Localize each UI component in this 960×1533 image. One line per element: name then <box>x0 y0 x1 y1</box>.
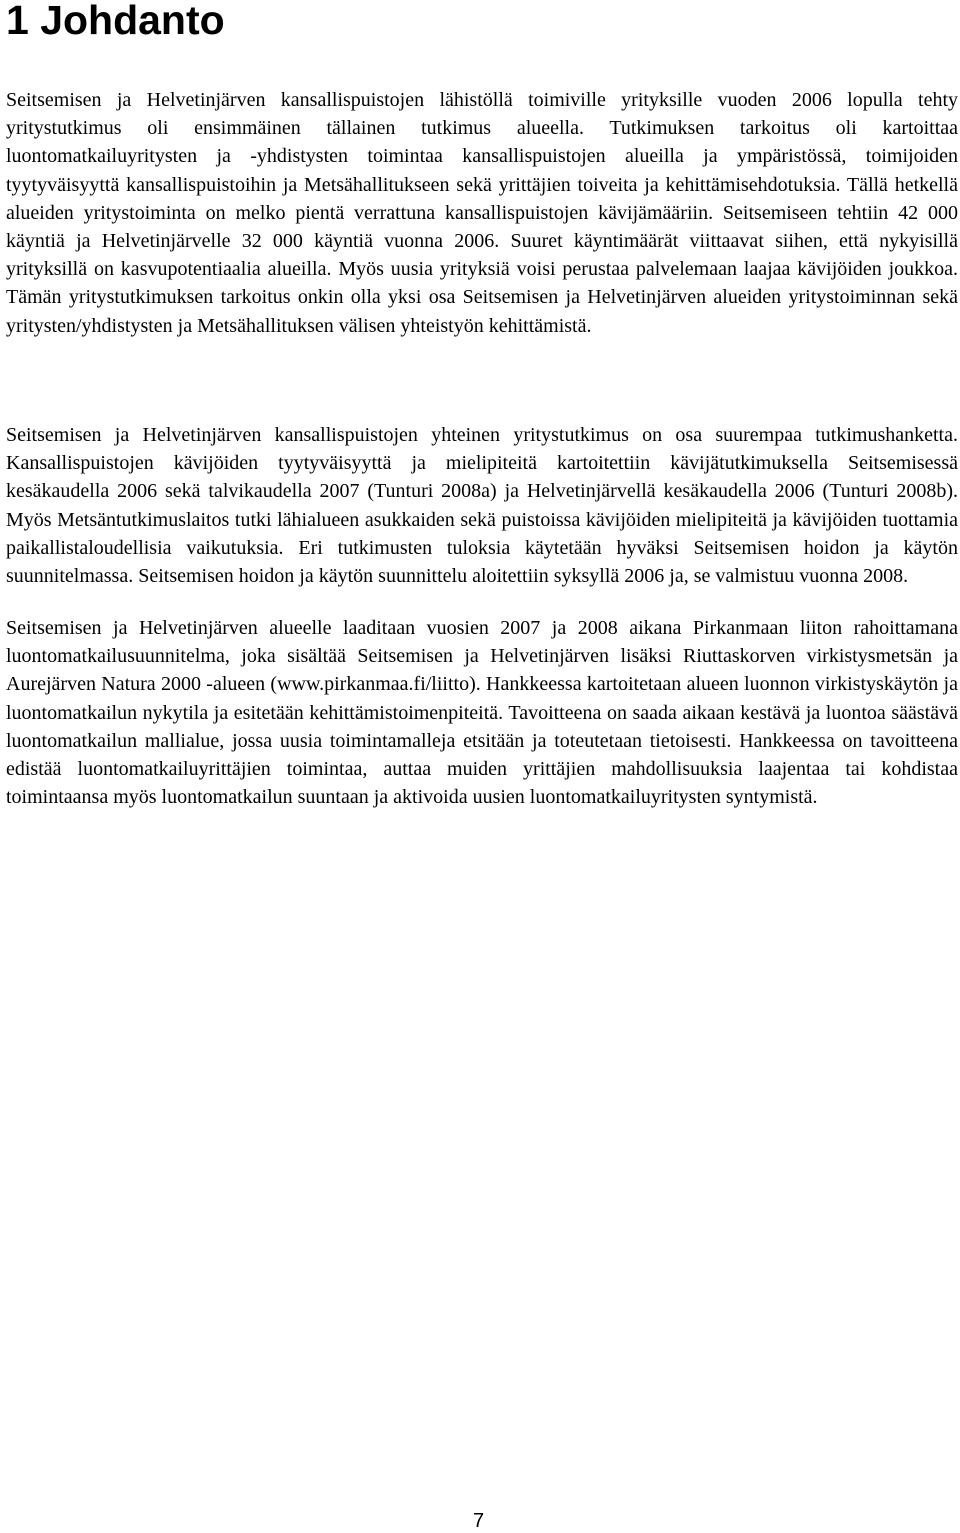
paragraph-3: Seitsemisen ja Helvetinjärven alueelle laaditaan vuosien 2007 ja 2008 aikana Pirkanmaan liiton rahoittamana luontomatkailusuunnitelma, joka sisältää Seitsemisen ja Helvetinjärven lisäksi Riuttaskorven virkistysmetsän ja Aurejärven Natura 2000 -alueen (www.pirkanmaa.fi/liitto). Hankkeessa kartoitetaan alueen luonnon virkistyskäytön ja luontomatkailun nykytila ja esitetään kehittämistoimenpiteitä. Tavoitteena on saada aikaan kestävä ja luontoa säästävä luontomatkailun mallialue, jossa uusia toimintamalleja etsitään ja toteutetaan tietoisesti. Hankkeessa on tavoitteena edistää luontomatkailuyrittäjien toimintaa, auttaa muiden yrittäjien mahdollisuuksia laajentaa tai kohdistaa toimintaansa myös luontomatkailun suuntaan ja aktivoida uusien luontomatkailuyritysten syntymistä. <box>6 617 958 809</box>
page-number: 7 <box>473 1510 485 1532</box>
paragraph-2: Seitsemisen ja Helvetinjärven kansallispuistojen yhteinen yritystutkimus on osa suurempaa tutkimushanketta. Kansallispuistojen kävijöiden tyytyväisyyttä ja mielipiteitä kartoitettiin kävijätutkimuksella Seitsemisessä kesäkaudella 2006 sekä talvikaudella 2007 (Tunturi 2008a) ja Helvetinjärvellä kesäkaudella 2006 (Tunturi 2008b). Myös Metsäntutkimuslaitos tutki lähialueen asukkaiden sekä puistoissa kävijöiden mielipiteitä ja kävijöiden tuottamia paikallistaloudellisia vaikutuksia. Eri tutkimusten tuloksia käytetään hyväksi Seitsemisen hoidon ja käytön suunnitelmassa. Seitsemisen hoidon ja käytön suunnittelu aloitettiin syksyllä 2006 ja, se valmistuu vuonna 2008. <box>6 424 958 588</box>
chapter-heading: 1 Johdanto <box>6 0 225 43</box>
paragraph-1: Seitsemisen ja Helvetinjärven kansallispuistojen lähistöllä toimiville yrityksille vuoden 2006 lopulla tehty yritystutkimus oli ensimmäinen tällainen tutkimus alueella. Tutkimuksen tarkoitus oli kartoittaa luontomatkailuyritysten ja -yhdistysten toimintaa kansallispuistojen alueilla ja ympäristössä, toimijoiden tyytyväisyyttä kansallispuistoihin ja Metsähallitukseen sekä yrittäjien toiveita ja kehittämisehdotuksia. Tällä hetkellä alueiden yritystoiminta on melko pientä verrattuna kansallispuistojen kävijämääriin. Seitsemiseen tehtiin 42 000 käyntiä ja Helvetinjärvelle 32 000 käyntiä vuonna 2006. Suuret käyntimäärät viittaavat siihen, että nykyisillä yrityksillä on kasvupotentiaalia alueilla. Myös uusia yrityksiä voisi perustaa palvelemaan laajaa kävijöiden joukkoa. Tämän yritystutkimuksen tarkoitus onkin olla yksi osa Seitsemisen ja Helvetinjärven alueiden yritystoiminnan sekä yritysten/yhdistysten ja Metsähallituksen välisen yhteistyön kehittämistä. <box>6 89 958 337</box>
